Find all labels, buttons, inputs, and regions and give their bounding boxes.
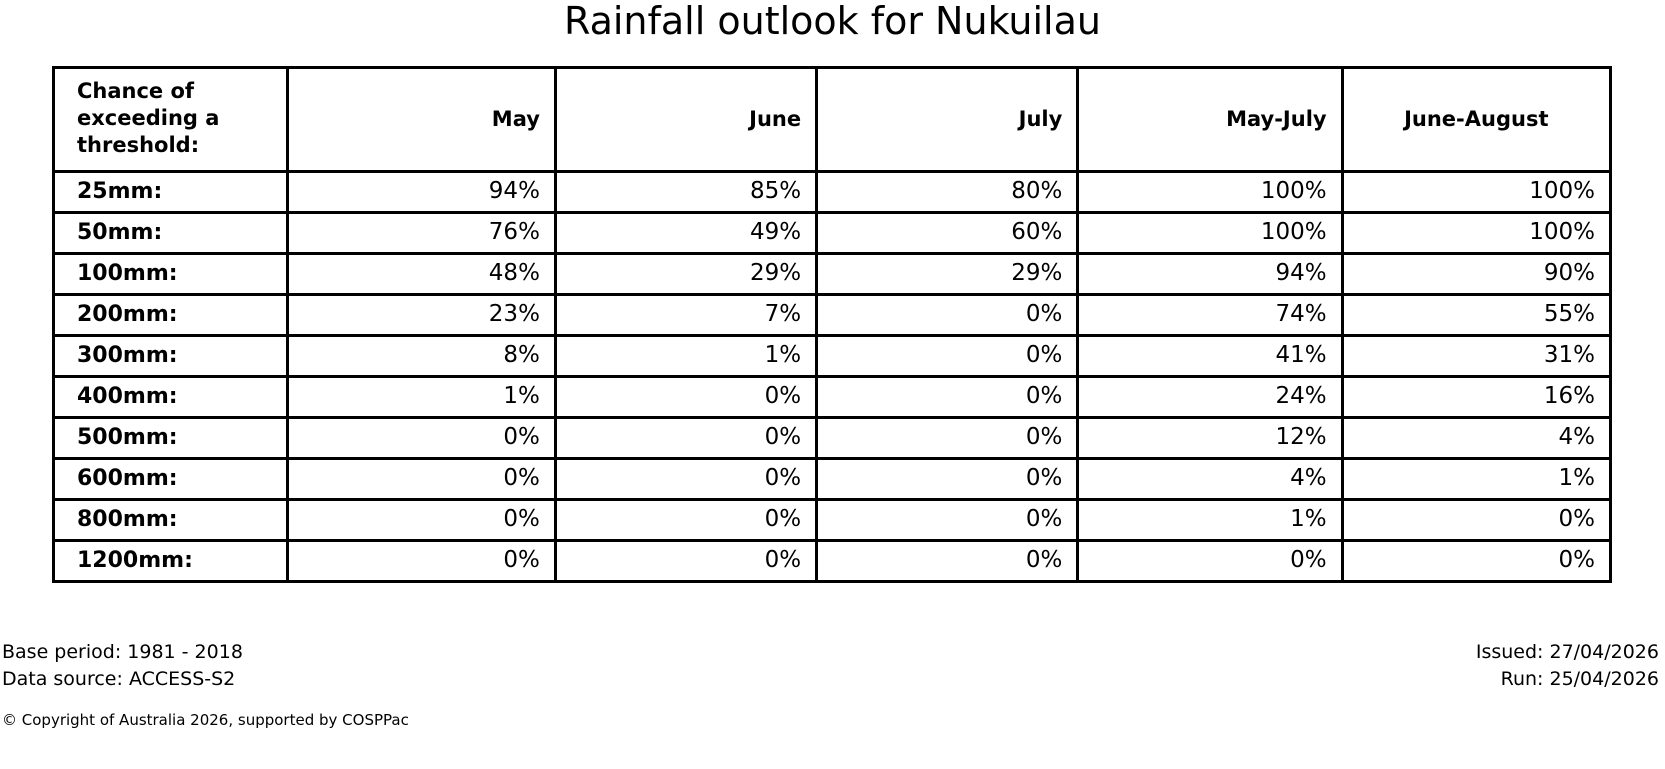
data-source-text: Data source: ACCESS-S2 — [2, 667, 236, 690]
cell-june: 29% — [555, 254, 816, 295]
cell-june: 85% — [555, 172, 816, 213]
cell-may: 0% — [287, 459, 555, 500]
cell-june: 0% — [555, 541, 816, 582]
cell-july: 0% — [817, 418, 1078, 459]
cell-june-august: 0% — [1342, 541, 1610, 582]
footer-left — [2, 639, 243, 693]
cell-may-july: 94% — [1078, 254, 1342, 295]
table-row — [54, 336, 1611, 377]
row-label: 25mm: — [54, 172, 288, 213]
column-header-june: June — [555, 68, 816, 172]
cell-july: 0% — [817, 295, 1078, 336]
footer — [0, 639, 1665, 769]
row-label: 50mm: — [54, 213, 288, 254]
cell-july: 0% — [817, 377, 1078, 418]
cell-june: 0% — [555, 418, 816, 459]
table-row — [54, 418, 1611, 459]
row-label: 1200mm: — [54, 541, 288, 582]
cell-june-august: 4% — [1342, 418, 1610, 459]
cell-may: 76% — [287, 213, 555, 254]
cell-may-july: 74% — [1078, 295, 1342, 336]
cell-july: 80% — [817, 172, 1078, 213]
cell-june: 7% — [555, 295, 816, 336]
cell-july: 0% — [817, 336, 1078, 377]
copyright-text: © Copyright of Australia 2026, supported by COSPPac — [2, 711, 409, 729]
cell-june: 0% — [555, 459, 816, 500]
row-label: 300mm: — [54, 336, 288, 377]
cell-may-july: 4% — [1078, 459, 1342, 500]
column-header-may: May — [287, 68, 555, 172]
rainfall-outlook-table — [52, 66, 1612, 583]
table-row — [54, 295, 1611, 336]
cell-july: 0% — [817, 459, 1078, 500]
cell-july: 0% — [817, 500, 1078, 541]
cell-may: 48% — [287, 254, 555, 295]
cell-june-august: 90% — [1342, 254, 1610, 295]
column-header-may-july: May-July — [1078, 68, 1342, 172]
cell-june-august: 0% — [1342, 500, 1610, 541]
cell-may: 23% — [287, 295, 555, 336]
cell-may-july: 41% — [1078, 336, 1342, 377]
cell-july: 29% — [817, 254, 1078, 295]
row-label: 400mm: — [54, 377, 288, 418]
cell-june-august: 1% — [1342, 459, 1610, 500]
footer-right — [1476, 639, 1659, 693]
cell-may: 8% — [287, 336, 555, 377]
table-row — [54, 500, 1611, 541]
cell-june-august: 100% — [1342, 213, 1610, 254]
cell-may-july: 24% — [1078, 377, 1342, 418]
column-header-july: July — [817, 68, 1078, 172]
table-row — [54, 172, 1611, 213]
cell-may: 0% — [287, 541, 555, 582]
column-header-june-august: June-August — [1342, 68, 1610, 172]
table-row — [54, 459, 1611, 500]
issued-date-text: Issued: 27/04/2026 — [1475, 641, 1659, 663]
cell-june: 1% — [555, 336, 816, 377]
cell-june: 49% — [555, 213, 816, 254]
cell-may: 0% — [287, 500, 555, 541]
cell-june-august: 100% — [1342, 172, 1610, 213]
row-label: 800mm: — [54, 500, 288, 541]
cell-july: 0% — [817, 541, 1078, 582]
cell-may-july: 100% — [1078, 213, 1342, 254]
cell-may: 94% — [287, 172, 555, 213]
cell-may-july: 100% — [1078, 172, 1342, 213]
cell-june-august: 16% — [1342, 377, 1610, 418]
cell-june: 0% — [555, 377, 816, 418]
table-header — [54, 68, 1611, 172]
cell-july: 60% — [817, 213, 1078, 254]
row-label: 600mm: — [54, 459, 288, 500]
cell-june-august: 31% — [1342, 336, 1610, 377]
run-date-text: Run: 25/04/2026 — [1500, 667, 1659, 690]
table-header-row — [54, 68, 1611, 172]
cell-may: 1% — [287, 377, 555, 418]
table-row — [54, 377, 1611, 418]
cell-may: 0% — [287, 418, 555, 459]
row-label: 200mm: — [54, 295, 288, 336]
table-row — [54, 541, 1611, 582]
cell-june-august: 55% — [1342, 295, 1610, 336]
table-row — [54, 213, 1611, 254]
rainfall-outlook-table-container — [52, 66, 1612, 583]
cell-may-july: 1% — [1078, 500, 1342, 541]
base-period-text: Base period: 1981 - 2018 — [2, 641, 243, 663]
table-body — [54, 172, 1611, 582]
cell-june: 0% — [555, 500, 816, 541]
column-header-threshold: Chance of exceeding a threshold: — [54, 68, 288, 172]
cell-may-july: 12% — [1078, 418, 1342, 459]
row-label: 500mm: — [54, 418, 288, 459]
table-row — [54, 254, 1611, 295]
page-title: Rainfall outlook for Nukuilau — [564, 0, 1101, 43]
cell-may-july: 0% — [1078, 541, 1342, 582]
row-label: 100mm: — [54, 254, 288, 295]
